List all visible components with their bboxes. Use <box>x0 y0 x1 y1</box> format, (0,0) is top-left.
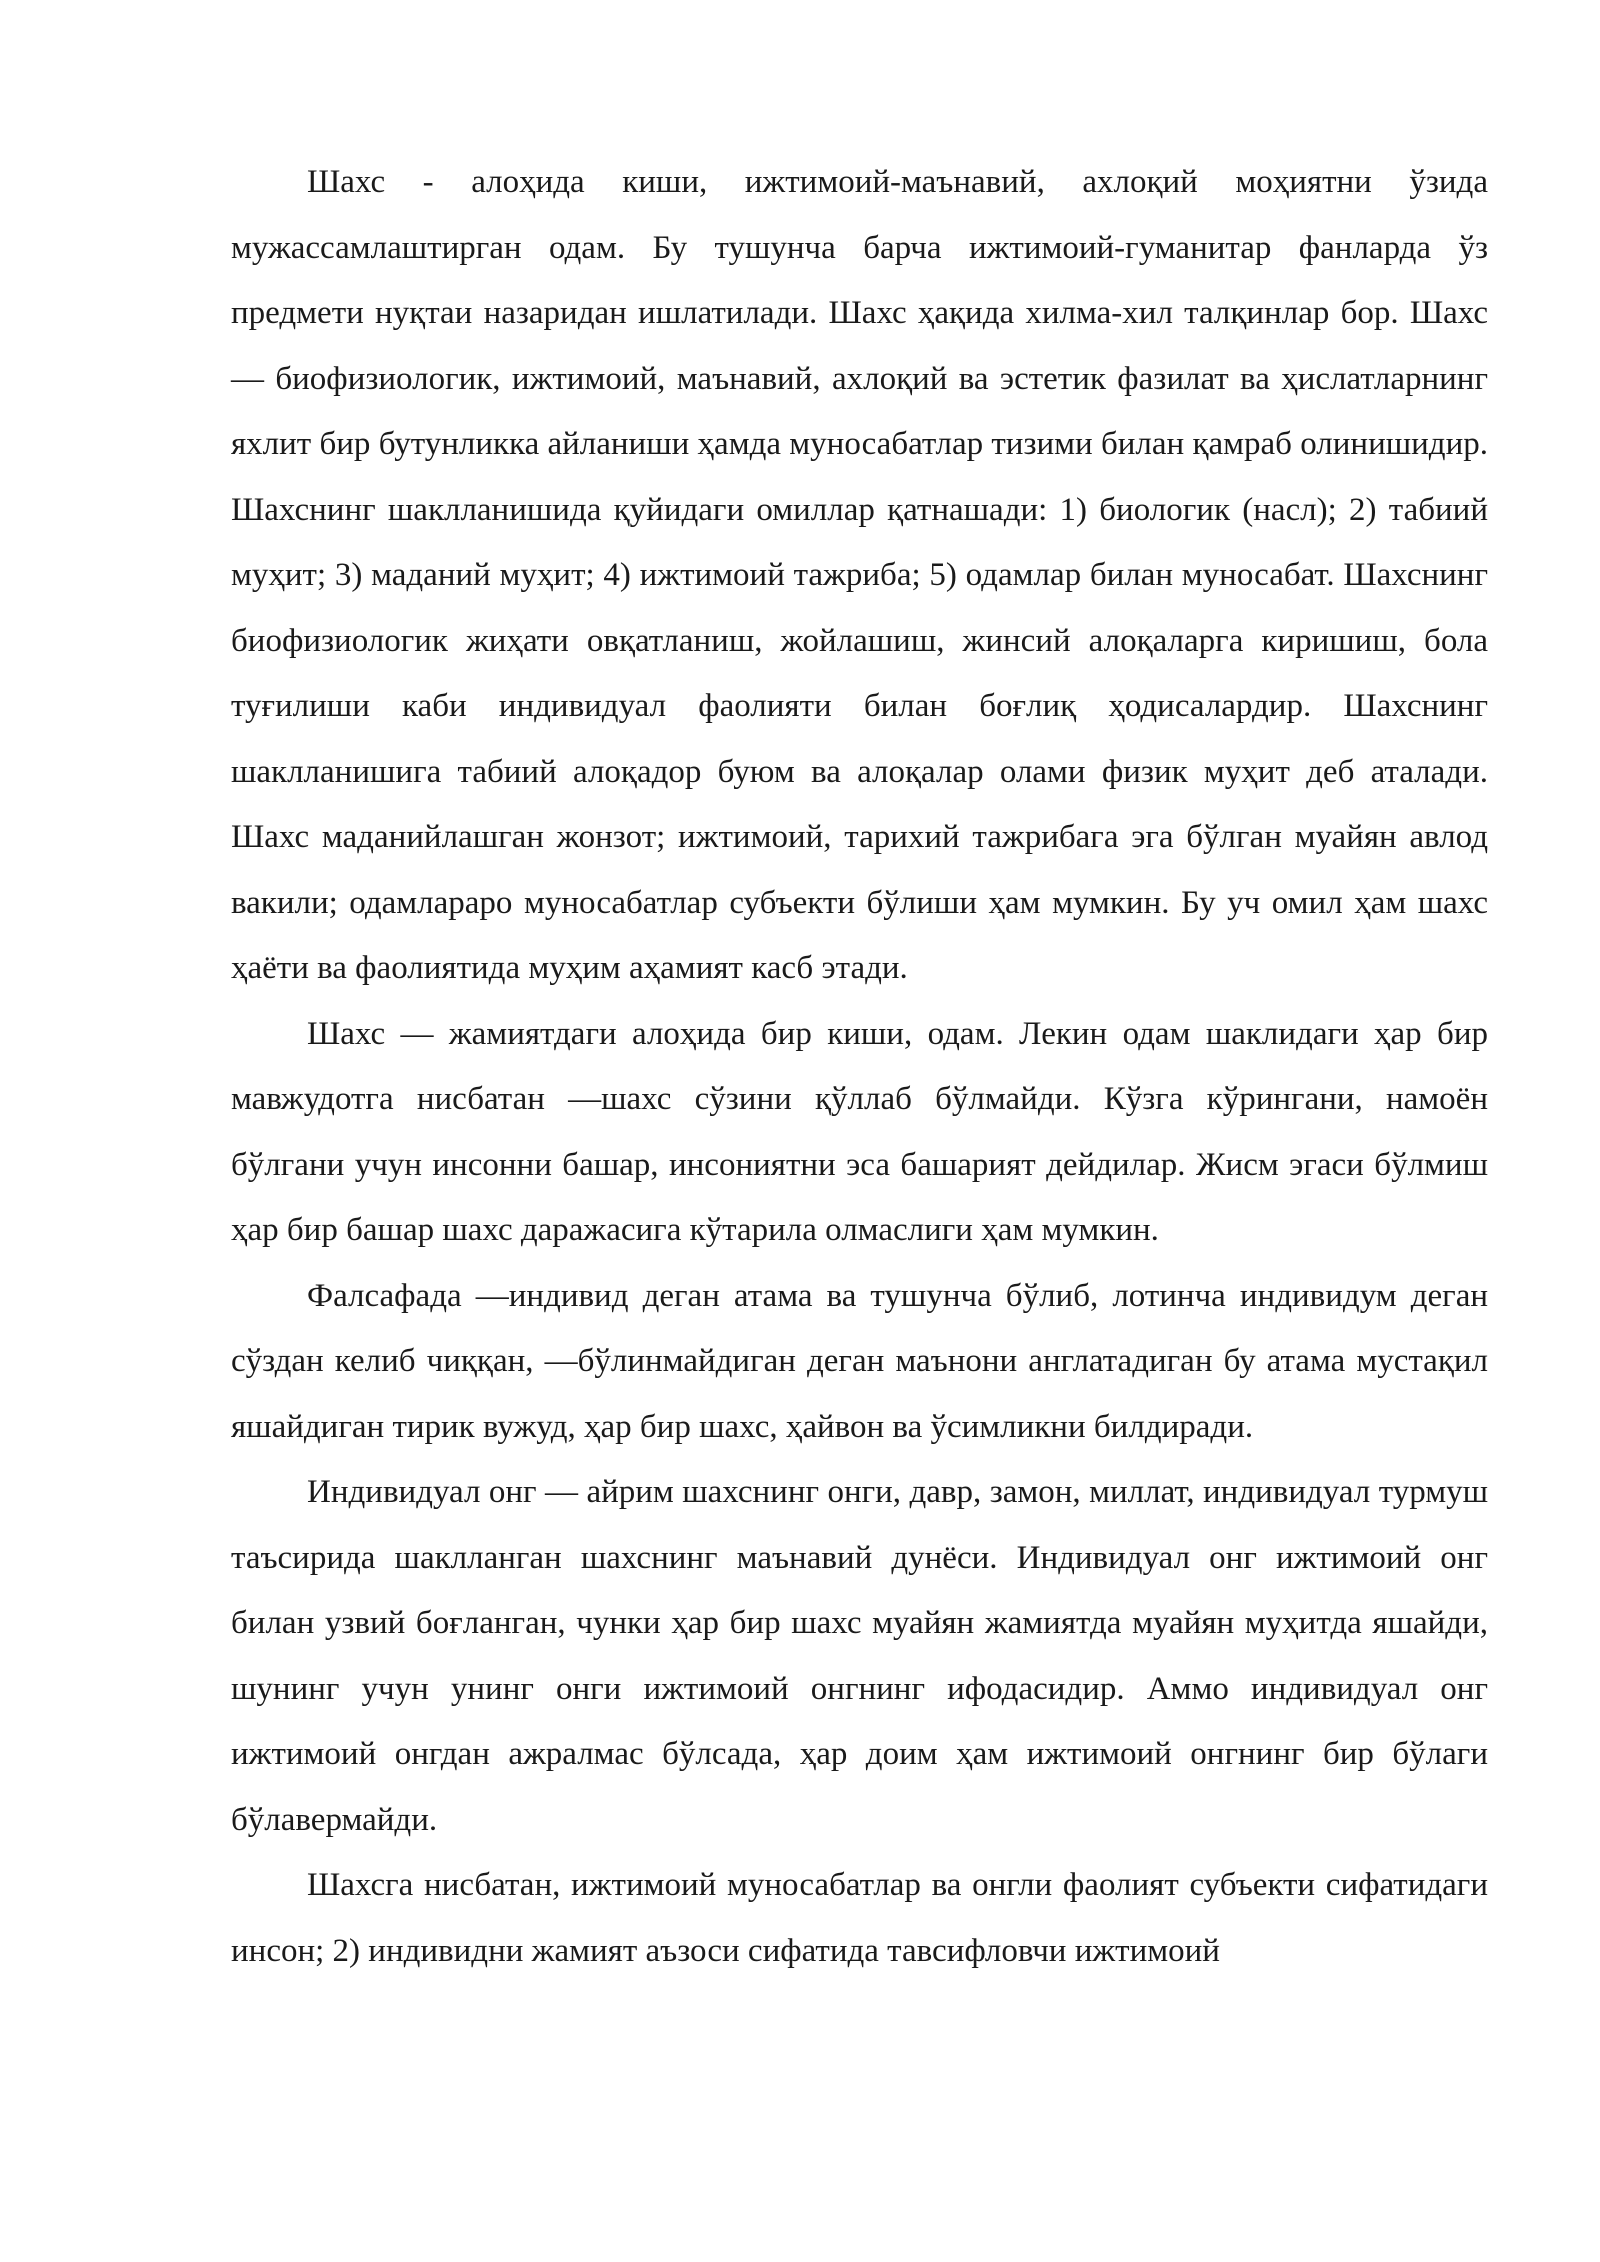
paragraph-individual-consciousness: Индивидуал онг — айрим шахснинг онги, давр, замон, миллат, индивидуал турмуш таъсирида шаклланган шахснинг маънавий дунёси. Индивидуал онг ижтимоий онг билан узвий боғланган, чунки ҳар бир шахс муайян жамиятда муайян муҳитда яшайди, шунинг учун унинг онги ижтимоий онгнинг ифодасидир. Аммо индивидуал онг ижтимоий онгдан ажралмас бўлсада, ҳар доим ҳам ижтимоий онгнинг бир бўлаги бўлавермайди. <box>231 1474 1488 1838</box>
paragraph-individ-philosophy: Фалсафада ―индивид деган атама ва тушунча бўлиб, лотинча индивидум деган сўздан келиб чиққан, ―бўлинмайдиган деган маънони англатадиган бу атама мустақил яшайдиган тирик вужуд, ҳар бир шахс, ҳайвон ва ўсимликни билдиради. <box>231 1277 1488 1445</box>
document-page <box>231 150 1488 1984</box>
paragraph-shakhs-society: Шахс — жамиятдаги алоҳида бир киши, одам. Лекин одам шаклидаги ҳар бир мавжудотга нисбатан ―шахс сўзини қўллаб бўлмайди. Кўзга кўрингани, намоён бўлгани учун инсонни башар, инсониятни эса башарият дейдилар. Жисм эгаси бўлмиш ҳар бир башар шахс даражасига кўтарила олмаслиги ҳам мумкин. <box>231 1015 1488 1248</box>
paragraph-shakhs-subject: Шахсга нисбатан, ижтимоий муносабатлар ва онгли фаолият субъекти сифатидаги инсон; 2) индивидни жамият аъзоси сифатида тавсифловчи ижтимоий <box>231 1867 1488 1969</box>
paragraph-shakhs-definition: Шахс - алоҳида киши, ижтимоий-маънавий, ахлоқий моҳиятни ўзида мужассамлаштирган одам. Бу тушунча барча ижтимоий-гуманитар фанларда ўз предмети нуқтаи назаридан ишлатилади. Шахс ҳақида хилма-хил талқинлар бор. Шахс — биофизиологик, ижтимоий, маънавий, ахлоқий ва эстетик фазилат ва ҳислатларнинг яхлит бир бутунликка айланиши ҳамда муносабатлар тизими билан қамраб олинишидир. Шахснинг шаклланишида қуйидаги омиллар қатнашади: 1) биологик (насл); 2) табиий муҳит; 3) маданий муҳит; 4) ижтимоий тажриба; 5) одамлар билан муносабат. Шахснинг биофизиологик жиҳати овқатланиш, жойлашиш, жинсий алоқаларга киришиш, бола туғилиши каби индивидуал фаолияти билан боғлиқ ҳодисалардир. Шахснинг шаклланишига табиий алоқадор буюм ва алоқалар олами физик муҳит деб аталади. Шахс маданийлашган жонзот; ижтимоий, тарихий тажрибага эга бўлган муайян авлод вакили; одамлараро муносабатлар субъекти бўлиши ҳам мумкин. Бу уч омил ҳам шахс ҳаёти ва фаолиятида муҳим аҳамият касб этади. <box>231 164 1488 986</box>
